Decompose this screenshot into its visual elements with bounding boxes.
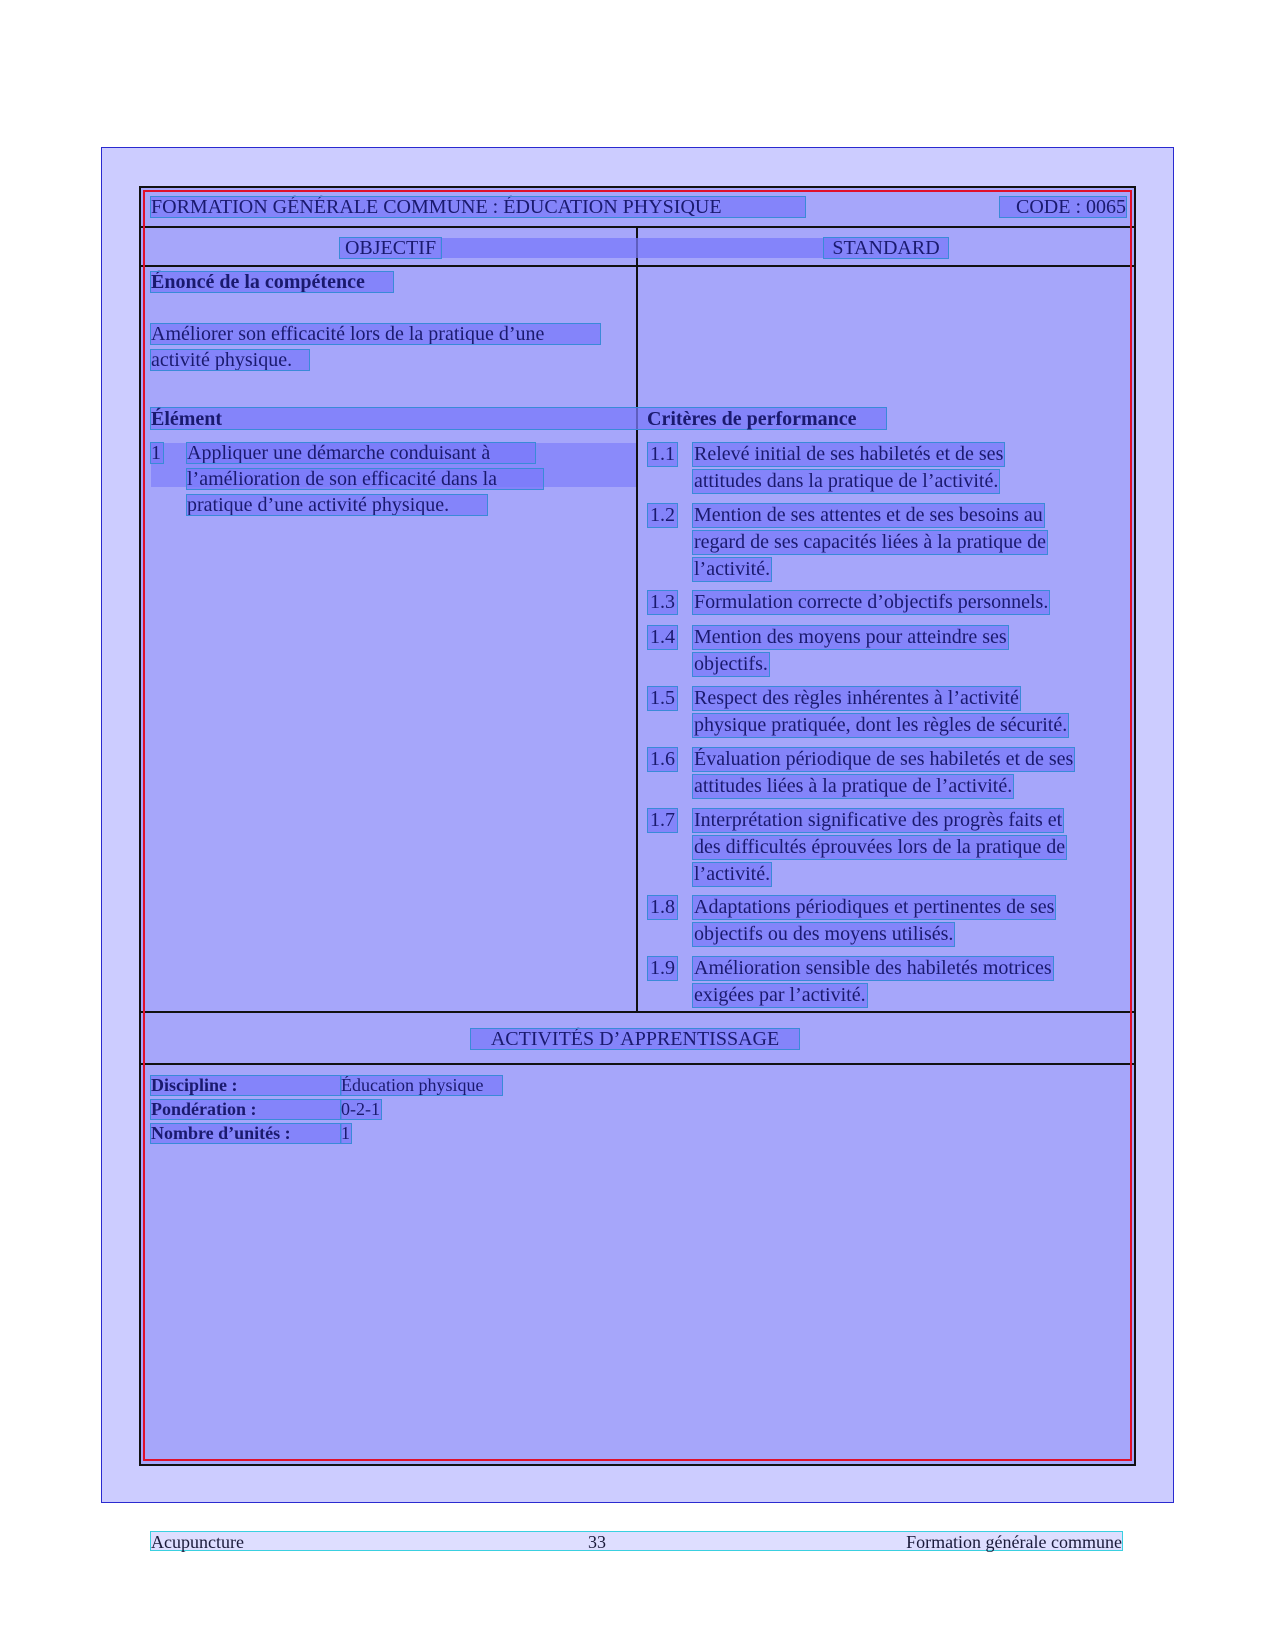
criterion-line: Adaptations périodiques et pertinentes de ses — [694, 896, 1055, 918]
criterion-line: l’activité. — [694, 558, 771, 580]
element-line: pratique d’une activité physique. — [187, 495, 487, 515]
activities-heading: ACTIVITÉS D’APPRENTISSAGE — [471, 1029, 799, 1049]
criterion-line: Mention de ses attentes et de ses besoins au — [694, 504, 1043, 526]
element-number: 1 — [151, 442, 161, 464]
criterion-line: attitudes liées à la pratique de l’activité. — [694, 775, 1013, 797]
criterion-number: 1.3 — [650, 591, 675, 613]
criterion-number: 1.5 — [650, 687, 675, 709]
column-header-band — [440, 238, 840, 258]
criterion-line: regard de ses capacités liées à la pratique de — [694, 531, 1047, 553]
field-label-discipline: Discipline : — [151, 1076, 341, 1095]
criterion-line: Respect des règles inhérentes à l’activité — [694, 687, 1019, 709]
criterion-line: Formulation correcte d’objectifs personnels. — [694, 591, 1049, 613]
field-value-ponderation: 0-2-1 — [341, 1099, 380, 1119]
criterion-line: exigées par l’activité. — [694, 984, 866, 1006]
field-value-discipline: Éducation physique — [341, 1076, 502, 1095]
criterion-number: 1.4 — [650, 626, 675, 648]
footer-right: Formation générale commune — [906, 1532, 1122, 1552]
criterion-line: objectifs. — [694, 653, 768, 675]
footer-left: Acupuncture — [151, 1532, 244, 1552]
criteria-heading: Critères de performance — [647, 408, 857, 430]
criterion-number: 1.2 — [650, 504, 675, 526]
page-number: 33 — [588, 1532, 606, 1552]
element-heading: Élément — [151, 408, 223, 430]
column-separator — [636, 226, 638, 1012]
criterion-line: objectifs ou des moyens utilisés. — [694, 923, 954, 945]
objective-header: OBJECTIF — [340, 238, 441, 258]
criterion-line: Interprétation significative des progrès faits et — [694, 809, 1063, 831]
competence-line: activité physique. — [151, 350, 309, 370]
field-value-unites: 1 — [341, 1123, 350, 1143]
element-line: Appliquer une démarche conduisant à — [187, 443, 535, 463]
criterion-line: Relevé initial de ses habiletés et de ses — [694, 443, 1004, 465]
element-line: l’amélioration de son efficacité dans la — [187, 469, 543, 489]
document-title: FORMATION GÉNÉRALE COMMUNE : ÉDUCATION PHYSIQUE — [151, 197, 805, 217]
criterion-line: attitudes dans la pratique de l’activité. — [694, 470, 999, 492]
standard-header: STANDARD — [824, 238, 948, 258]
criterion-line: l’activité. — [694, 863, 771, 885]
activities-top-divider — [141, 1011, 1134, 1013]
field-label-ponderation: Pondération : — [151, 1100, 341, 1119]
criterion-number: 1.7 — [650, 809, 675, 831]
criterion-line: Amélioration sensible des habiletés motrices — [694, 957, 1052, 979]
field-label-unites: Nombre d’unités : — [151, 1124, 341, 1143]
criterion-number: 1.8 — [650, 896, 675, 918]
activities-bottom-divider — [141, 1063, 1134, 1065]
criterion-line: Évaluation périodique de ses habiletés et de ses — [694, 748, 1074, 770]
criterion-line: physique pratiquée, dont les règles de sécurité. — [694, 714, 1068, 736]
criterion-line: Mention des moyens pour atteindre ses — [694, 626, 1007, 648]
criterion-number: 1.1 — [650, 443, 675, 465]
criterion-line: des difficultés éprouvées lors de la pratique de — [694, 836, 1066, 858]
course-code: CODE : 0065 — [1000, 197, 1126, 217]
criterion-number: 1.9 — [650, 957, 675, 979]
competence-heading: Énoncé de la compétence — [151, 272, 393, 292]
competence-line: Améliorer son efficacité lors de la pratique d’une — [151, 324, 600, 344]
criterion-number: 1.6 — [650, 748, 675, 770]
